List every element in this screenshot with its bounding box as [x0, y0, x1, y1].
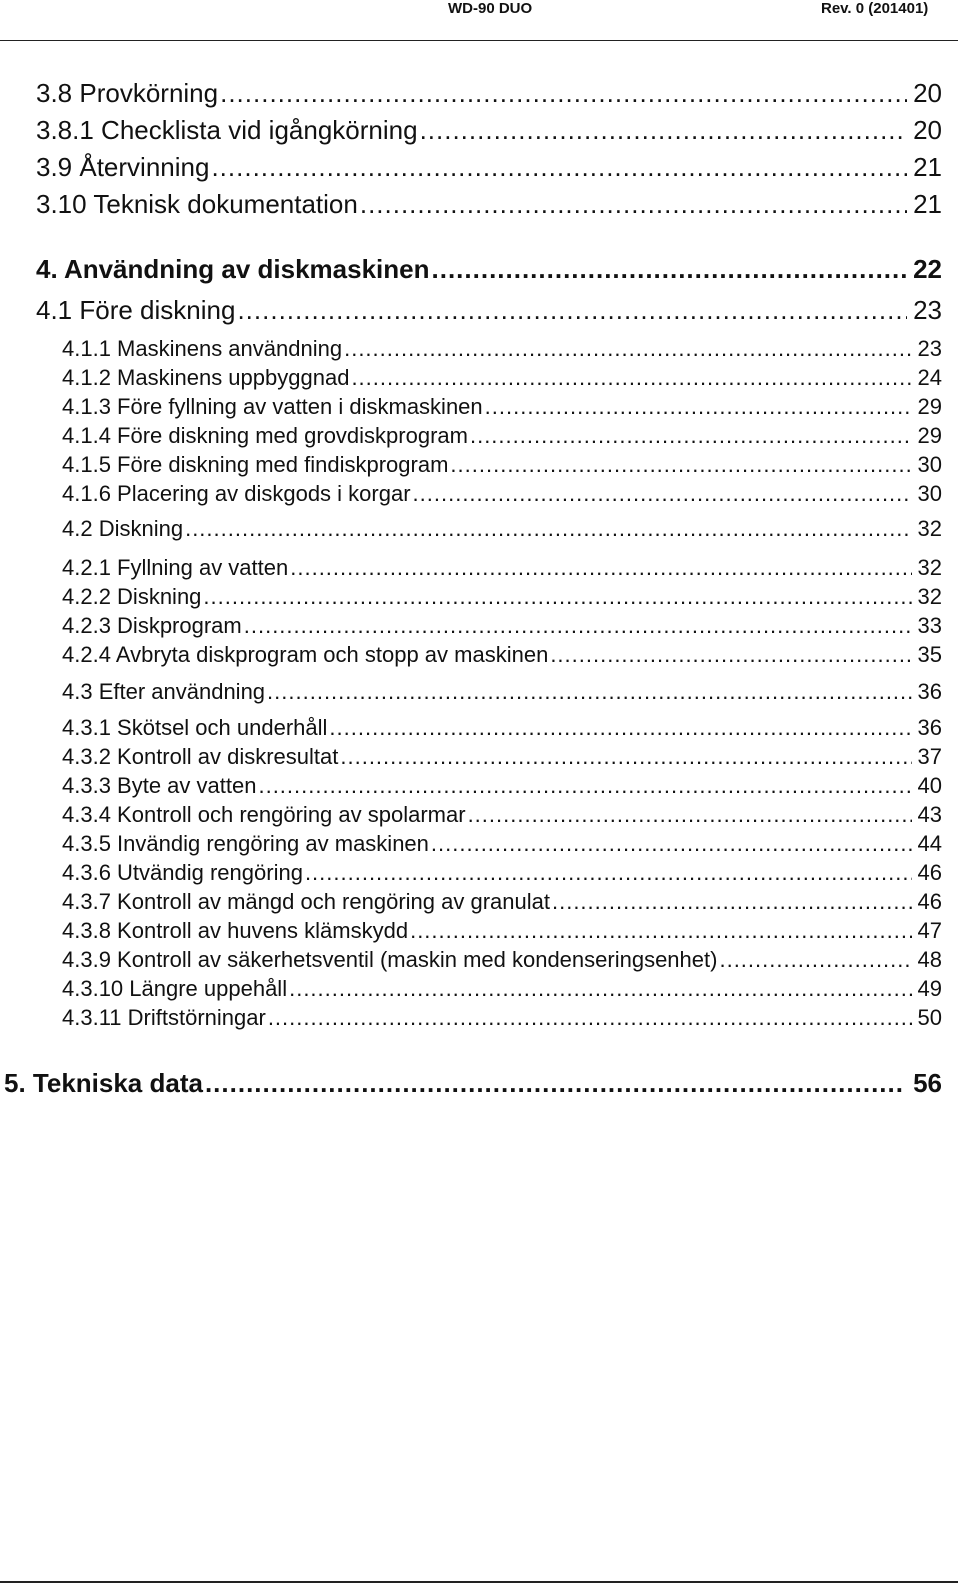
leader-dots — [289, 976, 911, 1002]
toc-entry[interactable] — [62, 584, 942, 610]
leader-dots — [552, 889, 912, 915]
toc-entry-chapter[interactable] — [36, 254, 942, 285]
toc-entry-title: 4. Användning av diskmaskinen — [36, 254, 430, 284]
toc-entry-title: 4.1.4 Före diskning med grovdiskprogram — [62, 423, 468, 448]
toc-entry[interactable] — [62, 976, 942, 1002]
toc-entry-page: 30 — [917, 481, 942, 506]
leader-dots — [432, 254, 908, 285]
leader-dots — [205, 1068, 903, 1099]
leader-dots — [468, 802, 912, 828]
toc-entry-page: 46 — [917, 860, 942, 885]
leader-dots — [237, 295, 907, 326]
leader-dots — [550, 642, 911, 668]
toc-entry[interactable] — [62, 889, 942, 915]
leader-dots — [203, 584, 911, 610]
toc-entry-title: 4.3.2 Kontroll av diskresultat — [62, 744, 339, 769]
toc-entry-title: 3.8 Provkörning — [36, 78, 219, 108]
leader-dots — [268, 1005, 912, 1031]
toc-entry-title: 4.3.11 Driftstörningar — [62, 1005, 266, 1030]
leader-dots — [244, 613, 912, 639]
toc-entry-page: 33 — [917, 613, 942, 638]
toc-entry-page: 32 — [917, 555, 942, 580]
toc-entry-title: 4.3 Efter användning — [62, 679, 266, 704]
toc-entry-page: 21 — [913, 152, 942, 182]
toc-entry[interactable] — [62, 773, 942, 799]
toc-entry[interactable] — [62, 831, 942, 857]
toc-entry-page: 20 — [913, 115, 942, 145]
toc-entry-page: 22 — [913, 254, 942, 284]
leader-dots — [329, 715, 911, 741]
toc-entry[interactable] — [62, 860, 942, 886]
toc-entry-page: 20 — [913, 78, 942, 108]
toc-entry-page: 47 — [917, 918, 942, 943]
toc-entry[interactable] — [62, 452, 942, 478]
footer-divider — [0, 1581, 958, 1583]
toc-entry[interactable] — [62, 336, 942, 362]
toc-entry-title: 4.1 Före diskning — [36, 295, 236, 325]
toc-entry[interactable] — [36, 115, 942, 146]
toc-entry-title: 4.2 Diskning — [62, 516, 184, 541]
leader-dots — [258, 773, 911, 799]
toc-entry[interactable] — [62, 642, 942, 668]
leader-dots — [719, 947, 911, 973]
leader-dots — [305, 860, 912, 886]
leader-dots — [290, 555, 911, 581]
toc-entry[interactable] — [36, 152, 942, 183]
toc-entry[interactable] — [62, 423, 942, 449]
toc-entry[interactable] — [36, 295, 942, 326]
toc-entry-page: 24 — [917, 365, 942, 390]
leader-dots — [410, 918, 911, 944]
leader-dots — [220, 78, 907, 109]
toc-entry-title: 4.2.1 Fyllning av vatten — [62, 555, 289, 580]
toc-entry-title: 3.8.1 Checklista vid igångkörning — [36, 115, 418, 145]
toc-entry-page: 32 — [917, 584, 942, 609]
toc-entry-title: 4.3.6 Utvändig rengöring — [62, 860, 303, 885]
toc-entry-page: 40 — [917, 773, 942, 798]
leader-dots — [340, 744, 911, 770]
toc-entry[interactable] — [36, 189, 942, 220]
leader-dots — [344, 336, 911, 362]
toc-entry-title: 4.1.1 Maskinens användning — [62, 336, 343, 361]
leader-dots — [267, 679, 911, 705]
document-id: WD-90 DUO — [448, 0, 533, 17]
toc-entry[interactable] — [62, 947, 942, 973]
toc-entry-title: 4.1.6 Placering av diskgods i korgar — [62, 481, 411, 506]
toc-entry-title: 4.1.2 Maskinens uppbyggnad — [62, 365, 350, 390]
toc-entry[interactable] — [62, 394, 942, 420]
toc-entry-page: 43 — [917, 802, 942, 827]
toc-entry[interactable] — [36, 78, 942, 109]
toc-entry-title: 4.2.3 Diskprogram — [62, 613, 242, 638]
leader-dots — [450, 452, 911, 478]
toc-entry-title: 4.2.2 Diskning — [62, 584, 202, 609]
toc-entry-page: 50 — [917, 1005, 942, 1030]
leader-dots — [360, 189, 907, 220]
toc-entry-chapter[interactable] — [4, 1068, 942, 1099]
toc-entry[interactable] — [62, 365, 942, 391]
toc-entry-title: 3.9 Återvinning — [36, 152, 210, 182]
toc-entry-page: 56 — [913, 1068, 942, 1098]
toc-entry-page: 36 — [917, 679, 942, 704]
toc-entry[interactable] — [62, 516, 942, 542]
toc-entry-title: 4.3.4 Kontroll och rengöring av spolarmar — [62, 802, 466, 827]
toc-entry-title: 4.3.10 Längre uppehåll — [62, 976, 288, 1001]
toc-entry-page: 30 — [917, 452, 942, 477]
toc-entry-title: 4.1.3 Före fyllning av vatten i diskmaskinen — [62, 394, 483, 419]
toc-entry-page: 29 — [917, 423, 942, 448]
toc-entry-title: 3.10 Teknisk dokumentation — [36, 189, 358, 219]
toc-entry-title: 4.1.5 Före diskning med findiskprogram — [62, 452, 449, 477]
toc-entry-page: 23 — [917, 336, 942, 361]
revision-label: Rev. 0 (201401) — [821, 0, 929, 17]
leader-dots — [420, 115, 908, 146]
toc-entry[interactable] — [62, 555, 942, 581]
toc-entry[interactable] — [62, 481, 942, 507]
toc-entry-title: 4.3.3 Byte av vatten — [62, 773, 257, 798]
toc-entry[interactable] — [62, 1005, 942, 1031]
toc-entry-title: 4.3.7 Kontroll av mängd och rengöring av granulat — [62, 889, 550, 914]
toc-entry-page: 44 — [917, 831, 942, 856]
leader-dots — [470, 423, 912, 449]
toc-entry-page: 49 — [917, 976, 942, 1001]
toc-entry-page: 29 — [917, 394, 942, 419]
toc-entry-title: 4.2.4 Avbryta diskprogram och stopp av maskinen — [62, 642, 549, 667]
leader-dots — [211, 152, 907, 183]
toc-entry[interactable] — [62, 744, 942, 770]
toc-entry-title: 4.3.8 Kontroll av huvens klämskydd — [62, 918, 409, 943]
toc-entry-title: 4.3.5 Invändig rengöring av maskinen — [62, 831, 429, 856]
leader-dots — [351, 365, 911, 391]
toc-entry-page: 23 — [913, 295, 942, 325]
toc-entry-title: 5. Tekniska data — [4, 1068, 203, 1098]
toc-entry-page: 35 — [917, 642, 942, 667]
leader-dots — [431, 831, 912, 857]
toc-entry[interactable] — [62, 613, 942, 639]
toc-entry-page: 48 — [917, 947, 942, 972]
toc-entry-title: 4.3.1 Skötsel och underhåll — [62, 715, 328, 740]
leader-dots — [185, 516, 911, 542]
toc-entry-page: 21 — [913, 189, 942, 219]
leader-dots — [413, 481, 912, 507]
toc-entry[interactable] — [62, 918, 942, 944]
toc-entry-page: 36 — [917, 715, 942, 740]
toc-entry-title: 4.3.9 Kontroll av säkerhetsventil (maskin med kondenseringsenhet) — [62, 947, 718, 972]
leader-dots — [485, 394, 912, 420]
toc-entry[interactable] — [62, 679, 942, 705]
toc-entry-page: 32 — [917, 516, 942, 541]
toc-entry-page: 37 — [917, 744, 942, 769]
toc-entry[interactable] — [62, 802, 942, 828]
toc-entry[interactable] — [62, 715, 942, 741]
toc-entry-page: 46 — [917, 889, 942, 914]
